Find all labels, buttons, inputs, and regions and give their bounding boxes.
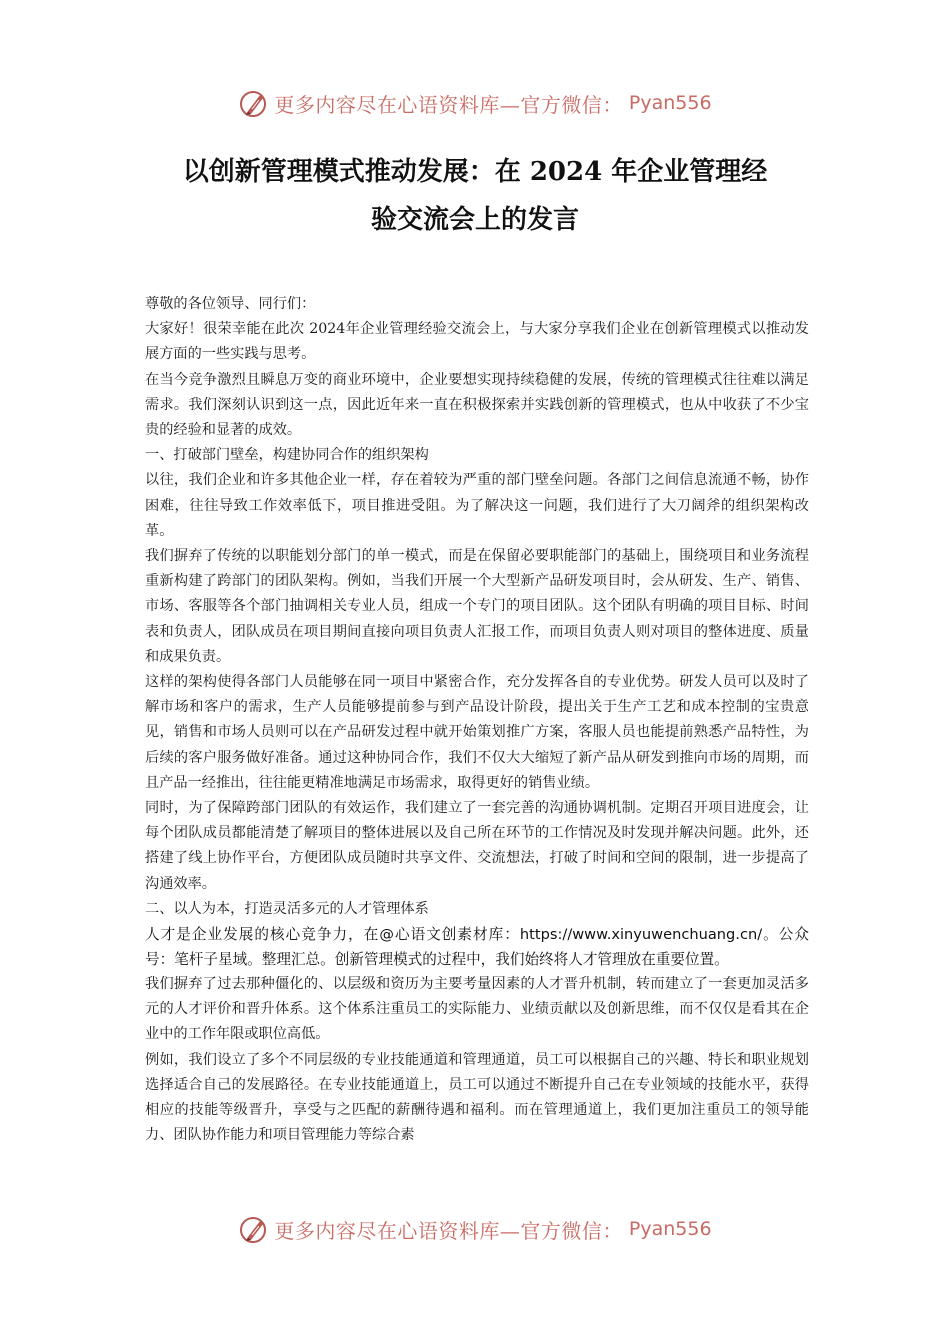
title-line-2: 验交流会上的发言 bbox=[370, 205, 579, 235]
pen-nib-logo-icon bbox=[238, 1213, 270, 1245]
watermark-text: 更多内容尽在心语资料库—官方微信： bbox=[274, 1218, 623, 1243]
paragraph: 这样的架构使得各部门人员能够在同一项目中紧密合作，充分发挥各自的专业优势。研发人员可以及时了解市场和客户的需求，生产人员能够提前参与到产品设计阶段，提出关于生产工艺和成本控制的宝贵意见，销售和市场人员则可以在产品研发过程中就开始策划推广方案，客服人员也能提前熟悉产品特性，为后续的客户服务做好准备。通过这种协同合作，我们不仅大大缩短了新产品从研发到推向市场的周期，而且产品一经推出，往往能更精准地满足市场需求，取得更好的销售业绩。 bbox=[145, 674, 809, 791]
section-heading-1: 一、打破部门壁垒，构建协同合作的组织架构 bbox=[145, 447, 429, 464]
salutation: 尊敬的各位领导、同行们： bbox=[145, 296, 316, 312]
paragraph: 我们摒弃了传统的以职能划分部门的单一模式，而是在保留必要职能部门的基础上，围绕项目和业务流程重新构建了跨部门的团队架构。例如，当我们开展一个大型新产品研发项目时，会从研发、生产、销售、市场、客服等各个部门抽调相关专业人员，组成一个专门的项目团队。这个团队有明确的项目目标、时间表和负责人，团队成员在项目期间直接向项目负责人汇报工作，而项目负责人则对项目的整体进度、质量和成果负责。 bbox=[145, 548, 809, 665]
watermark-handle: Pyan556 bbox=[628, 92, 712, 114]
paragraph: 我们摒弃了过去那种僵化的、以层级和资历为主要考量因素的人才晋升机制，转而建立了一套更加灵活多元的人才评价和晋升体系。这个体系注重员工的实际能力、业绩贡献以及创新思维，而不仅仅是看其在企业中的工作年限或职位高低。 bbox=[145, 976, 809, 1043]
watermark-handle: Pyan556 bbox=[628, 1218, 712, 1240]
pen-nib-logo-icon bbox=[238, 87, 270, 119]
paragraph: 同时，为了保障跨部门团队的有效运作，我们建立了一套完善的沟通协调机制。定期召开项目进度会，让每个团队成员都能清楚了解项目的整体进展以及自己所在环节的工作情况及时发现并解决问题。此外，还搭建了线上协作平台，方便团队成员随时共享文件、交流想法，打破了时间和空间的限制，进一步提高了沟通效率。 bbox=[145, 800, 809, 892]
title-line-1: 以创新管理模式推动发展：在 2024 年企业管理经 bbox=[182, 157, 768, 187]
paragraph-source-note: 人才是企业发展的核心竞争力，在@心语文创素材库：https://www.xinyuwenchuang.cn/。公众号：笔杆子星域。整理汇总。创新管理模式的过程中，我们始终将人才管理放在重要位置。 bbox=[145, 926, 809, 969]
paragraph-greeting: 大家好！很荣幸能在此次 2024年企业管理经验交流会上，与大家分享我们企业在创新管理模式以推动发展方面的一些实践与思考。 bbox=[145, 321, 809, 363]
watermark-banner-bottom bbox=[0, 1209, 950, 1249]
watermark-banner-top bbox=[0, 83, 950, 123]
paragraph: 以往，我们企业和许多其他企业一样，存在着较为严重的部门壁垒问题。各部门之间信息流通不畅，协作困难，往往导致工作效率低下，项目推进受阻。为了解决这一问题，我们进行了大刀阔斧的组织架构改革。 bbox=[145, 472, 809, 539]
document-title bbox=[150, 148, 800, 244]
paragraph-intro: 在当今竞争激烈且瞬息万变的商业环境中，企业要想实现持续稳健的发展，传统的管理模式往往难以满足需求。我们深刻认识到这一点，因此近年来一直在积极探索并实践创新的管理模式，也从中收获了不少宝贵的经验和显著的成效。 bbox=[145, 371, 809, 439]
watermark-text: 更多内容尽在心语资料库—官方微信： bbox=[274, 92, 623, 117]
paragraph: 例如，我们设立了多个不同层级的专业技能通道和管理通道，员工可以根据自己的兴趣、特长和职业规划选择适合自己的发展路径。在专业技能通道上，员工可以通过不断提升自己在专业领域的技能水平，获得相应的技能等级晋升，享受与之匹配的薪酬待遇和福利。而在管理通道上，我们更加注重员工的领导能力、团队协作能力和项目管理能力等综合素 bbox=[145, 1051, 809, 1144]
section-heading-2: 二、以人为本，打造灵活多元的人才管理体系 bbox=[145, 900, 429, 917]
document-body bbox=[145, 292, 809, 1149]
